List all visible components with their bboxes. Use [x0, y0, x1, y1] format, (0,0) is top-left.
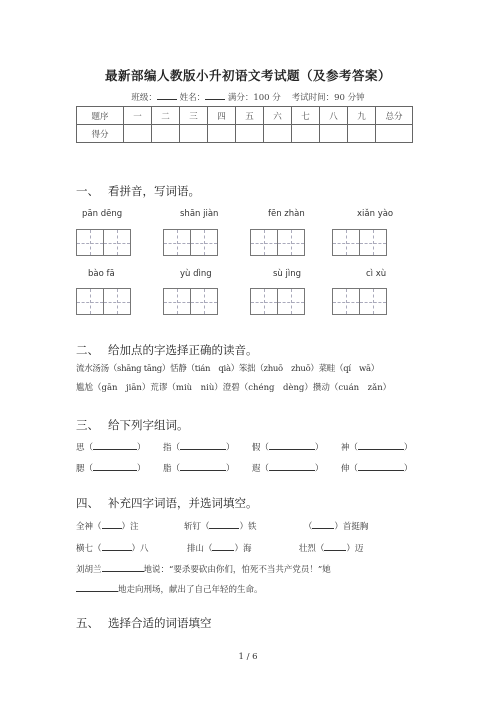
section-text: 给加点的字选择正确的读音。	[108, 343, 258, 357]
answer-blank[interactable]	[209, 519, 239, 529]
paren-close: ）	[403, 464, 413, 474]
char-prompt: 伸（	[340, 464, 358, 474]
idiom-part: ）注	[121, 522, 139, 532]
paren-close: ）	[225, 464, 235, 474]
section-3-heading	[76, 417, 189, 433]
idiom-row	[76, 519, 368, 532]
idiom-part: 全神（	[76, 522, 102, 532]
char-prompt: 遐（	[251, 464, 269, 474]
grid-cell[interactable]	[190, 288, 218, 315]
sentence-part: 地说：“要杀要砍由你们，怕死不当共产党员！”她	[143, 565, 331, 575]
section-4-heading	[76, 495, 258, 511]
idiom-part: 排山（	[186, 544, 213, 554]
char-prompt: 脂（	[162, 464, 180, 474]
writing-grid[interactable]	[76, 288, 130, 315]
grid-cell[interactable]	[190, 229, 218, 256]
idiom-part: 壮烈（	[298, 544, 325, 554]
score-cell[interactable]	[208, 125, 236, 143]
answer-blank[interactable]	[180, 440, 226, 450]
score-table	[76, 106, 413, 143]
score-cell[interactable]	[292, 125, 320, 143]
score-header-cell: 七	[292, 107, 320, 125]
paren-close: ）	[314, 464, 324, 474]
grid-cell[interactable]	[163, 229, 191, 256]
grid-cell[interactable]	[103, 229, 131, 256]
answer-blank[interactable]	[212, 541, 234, 551]
paren-close: ）	[137, 443, 146, 453]
writing-grid[interactable]	[76, 229, 130, 256]
idiom-part: ）铁	[239, 522, 257, 532]
pinyin-label: pān dēng	[82, 209, 123, 219]
pinyin-label: sù jìng	[273, 269, 302, 279]
grid-cell[interactable]	[277, 229, 305, 256]
score-header-cell: 六	[264, 107, 292, 125]
exam-info	[0, 91, 496, 103]
score-cell[interactable]	[236, 125, 264, 143]
answer-blank[interactable]	[102, 562, 144, 572]
section-number: 二、	[76, 343, 99, 357]
grid-cell[interactable]	[250, 229, 278, 256]
score-row-label: 得分	[77, 125, 124, 143]
score-header-cell: 五	[236, 107, 264, 125]
pinyin-label: bào fā	[88, 269, 115, 279]
score-header-cell: 一	[124, 107, 152, 125]
score-row	[77, 125, 413, 143]
idiom-part: （	[303, 522, 313, 532]
section-number: 一、	[76, 184, 99, 198]
grid-cell[interactable]	[103, 288, 131, 315]
writing-grid[interactable]	[250, 288, 304, 315]
answer-blank[interactable]	[358, 461, 404, 471]
writing-grid[interactable]	[163, 288, 217, 315]
answer-blank[interactable]	[269, 440, 315, 450]
answer-blank[interactable]	[312, 519, 334, 529]
paren-close: ）	[137, 464, 146, 474]
answer-blank[interactable]	[102, 519, 122, 529]
section-number: 三、	[76, 418, 99, 432]
grid-cell[interactable]	[359, 288, 387, 315]
answer-blank[interactable]	[269, 461, 315, 471]
idiom-part: 斩钉（	[183, 522, 210, 532]
pinyin-label: fēn zhàn	[268, 209, 305, 219]
answer-blank[interactable]	[93, 461, 137, 471]
name-label: 姓名：	[179, 93, 206, 103]
full-score: 满分：100 分	[227, 93, 281, 103]
pinyin-label: shān jiàn	[180, 209, 219, 219]
class-blank[interactable]	[157, 91, 177, 100]
answer-blank[interactable]	[324, 541, 346, 551]
page-title: 最新部编人教版小升初语文考试题（及参考答案）	[104, 68, 391, 83]
section-1-heading	[76, 183, 200, 199]
writing-grid[interactable]	[163, 229, 217, 256]
pinyin-label: xiǎn yào	[357, 209, 394, 219]
name-blank[interactable]	[205, 91, 225, 100]
score-header-cell: 题序	[77, 107, 124, 125]
idiom-row	[76, 541, 363, 554]
class-label: 班级：	[131, 93, 157, 103]
pinyin-label: cì xù	[366, 269, 387, 279]
score-header-cell: 九	[348, 107, 376, 125]
exam-time: 考试时间：90 分钟	[291, 93, 365, 103]
answer-blank[interactable]	[76, 582, 118, 592]
writing-grid[interactable]	[332, 288, 386, 315]
section-number: 五、	[76, 616, 99, 630]
word-row	[76, 440, 412, 453]
score-cell[interactable]	[264, 125, 292, 143]
score-cell[interactable]	[124, 125, 152, 143]
paren-close: ）	[314, 443, 324, 453]
answer-blank[interactable]	[180, 461, 226, 471]
pinyin-label: yù dìng	[180, 269, 212, 279]
char-prompt: 指（	[162, 443, 180, 453]
section-5-heading	[76, 615, 212, 631]
grid-cell[interactable]	[76, 288, 104, 315]
idiom-part: 横七（	[76, 544, 102, 554]
paren-close: ）	[225, 443, 235, 453]
grid-cell[interactable]	[359, 229, 387, 256]
idiom-part: ）迈	[346, 544, 364, 554]
score-header-cell: 总分	[376, 107, 413, 125]
reading-line: 流水汤汤（shāng tāng）恬静（tián qià）笨拙（zhuō zhuō）菜畦（qí wā）	[76, 364, 379, 374]
char-prompt: 思（	[76, 443, 94, 453]
score-header-cell: 八	[320, 107, 348, 125]
answer-blank[interactable]	[102, 541, 132, 551]
score-cell[interactable]	[152, 125, 180, 143]
fill-sentence	[76, 582, 263, 595]
grid-cell[interactable]	[332, 229, 360, 256]
writing-grid[interactable]	[250, 229, 304, 256]
score-cell[interactable]	[320, 125, 348, 143]
char-prompt: 腮（	[76, 464, 94, 474]
section-2-heading	[76, 342, 258, 358]
char-prompt: 神（	[340, 443, 358, 453]
answer-blank[interactable]	[93, 440, 137, 450]
grid-cell[interactable]	[163, 288, 191, 315]
score-cell[interactable]	[348, 125, 376, 143]
idiom-part: ）海	[234, 544, 252, 554]
idiom-part: ）首挺胸	[334, 522, 369, 532]
section-text: 补充四字词语，并选词填空。	[108, 496, 258, 510]
page-number: 1 / 6	[238, 652, 258, 662]
fill-sentence	[76, 562, 331, 575]
grid-cell[interactable]	[277, 288, 305, 315]
sentence-part: 地走向刑场，献出了自己年轻的生命。	[118, 585, 263, 595]
sentence-part: 刘胡兰	[76, 565, 102, 575]
score-cell[interactable]	[180, 125, 208, 143]
score-header-cell: 二	[152, 107, 180, 125]
section-text: 给下列字组词。	[108, 418, 189, 432]
answer-blank[interactable]	[358, 440, 404, 450]
char-prompt: 假（	[251, 443, 269, 453]
section-text: 看拼音，写词语。	[108, 184, 200, 198]
grid-cell[interactable]	[332, 288, 360, 315]
idiom-part: ）八	[131, 544, 149, 554]
grid-cell[interactable]	[250, 288, 278, 315]
score-header-row	[77, 107, 413, 125]
grid-cell[interactable]	[76, 229, 104, 256]
reading-line: 尴尬（gān jiān）荒谬（miù niù）澄碧（chéng dèng）攒动（cuán zǎn）	[76, 383, 392, 393]
writing-grid[interactable]	[332, 229, 386, 256]
section-text: 选择合适的词语填空	[108, 616, 212, 630]
paren-close: ）	[403, 443, 413, 453]
score-header-cell: 四	[208, 107, 236, 125]
score-header-cell: 三	[180, 107, 208, 125]
section-number: 四、	[76, 496, 99, 510]
word-row	[76, 461, 412, 474]
score-cell[interactable]	[376, 125, 413, 143]
